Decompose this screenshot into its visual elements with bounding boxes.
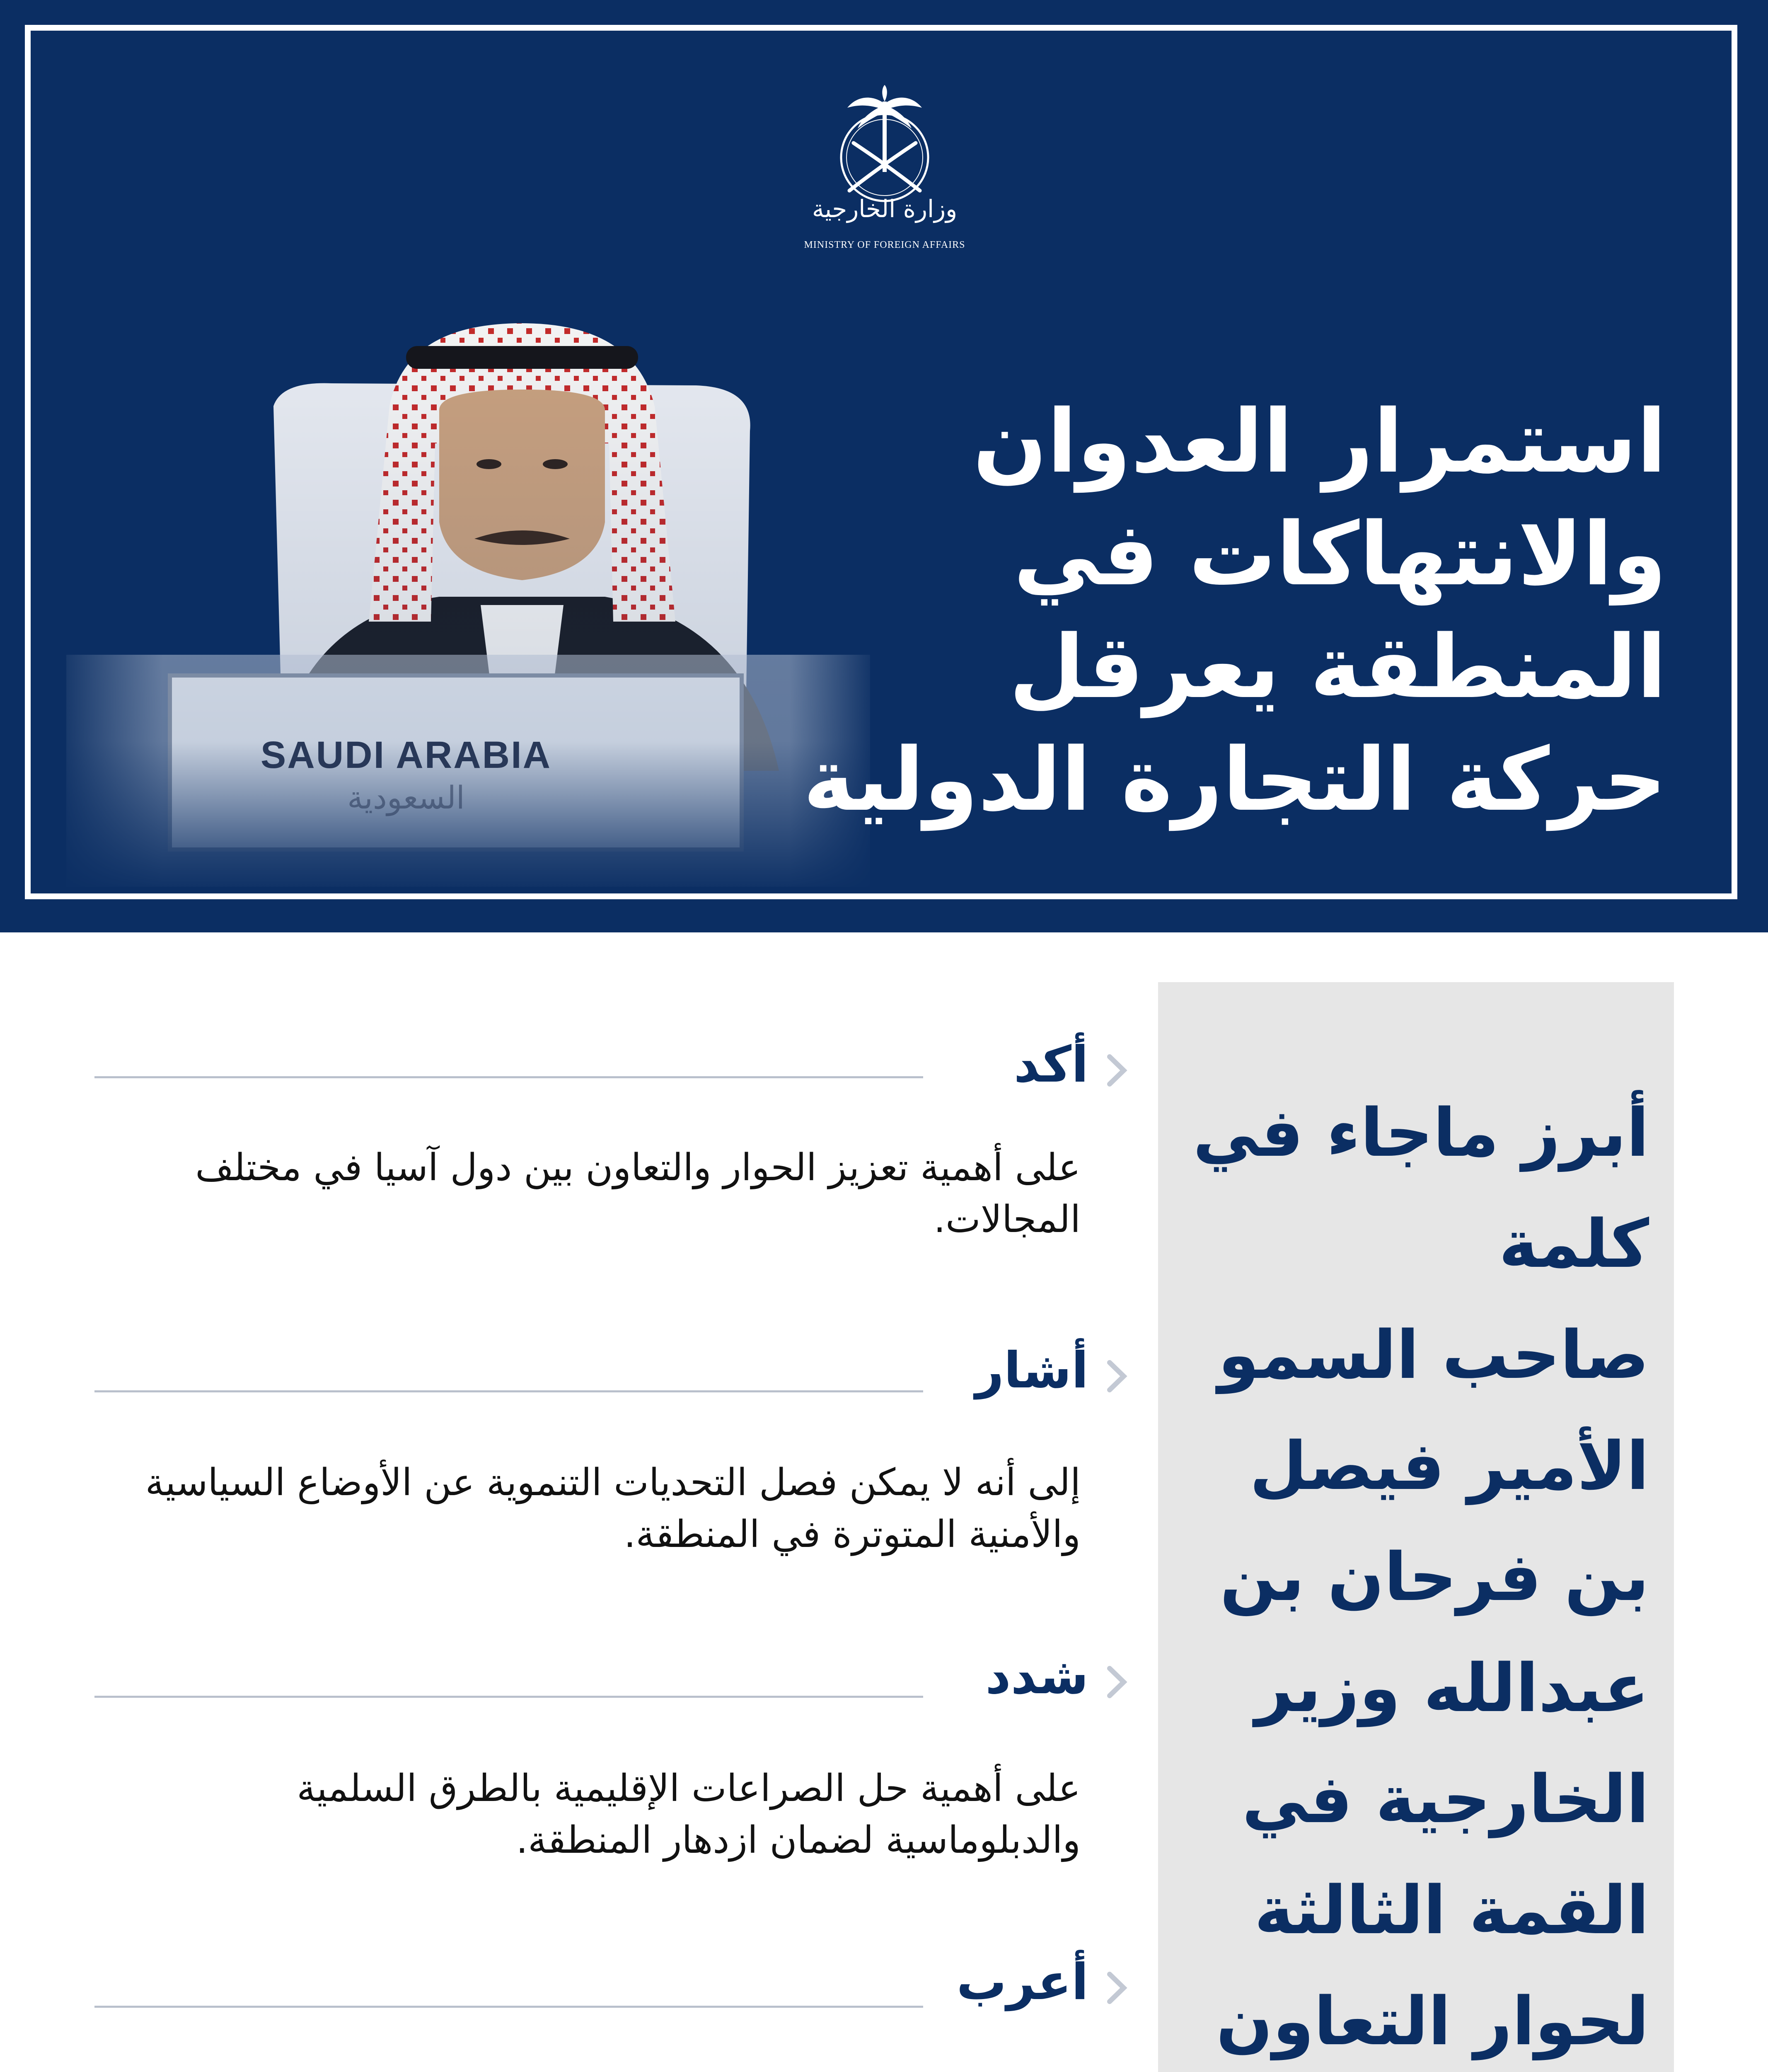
item-body xyxy=(94,2070,1081,2072)
summary-line: أبرز ماجاء في xyxy=(1193,1094,1649,1172)
chevron-right-icon xyxy=(1102,1663,1131,1701)
item-heading: أعرب xyxy=(956,1953,1088,2011)
item-heading: شدد xyxy=(985,1648,1088,1705)
headline xyxy=(803,385,1666,836)
ministry-logo-text-ar: وزارة الخارجية xyxy=(812,195,958,223)
item-body: إلى أنه لا يمكن فصل التحديات التنموية عن الأوضاع السياسية والأمنية المتوترة في المنطقة. xyxy=(145,1461,1081,1556)
chevron-right-icon xyxy=(1102,1052,1131,1089)
item-body: على أهمية تعزيز الحوار والتعاون بين دول آسيا في مختلف المجالات. xyxy=(195,1146,1081,1241)
headline-line: المنطقة يعرقل xyxy=(1009,616,1666,718)
headline-line: حركة التجارة الدولية xyxy=(803,729,1666,830)
divider xyxy=(94,1696,923,1698)
divider xyxy=(94,2006,923,2008)
chevron-right-icon xyxy=(1102,1969,1131,2007)
nameplate-label-en: SAUDI ARABIA xyxy=(260,734,552,776)
summary-line: كلمة xyxy=(1499,1205,1649,1283)
headline-line: والانتهاكات في xyxy=(1013,503,1666,605)
summary-panel-text xyxy=(1185,1077,1649,2072)
chevron-right-icon xyxy=(1102,1358,1131,1395)
summary-line: صاحب السمو xyxy=(1218,1316,1649,1394)
headline-line: استمرار العدوان xyxy=(972,391,1666,492)
header-banner xyxy=(0,0,1768,932)
saudi-emblem-icon xyxy=(820,85,949,213)
item-heading: أشار xyxy=(975,1342,1088,1399)
divider xyxy=(94,1390,923,1392)
summary-line: بن فرحان بن xyxy=(1220,1538,1649,1616)
divider xyxy=(94,1076,923,1078)
summary-line: الأمير فيصل xyxy=(1249,1427,1649,1505)
summary-line: لحوار التعاون xyxy=(1216,1982,1649,2060)
ministry-logo-text-en: MINISTRY OF FOREIGN AFFAIRS xyxy=(804,240,965,250)
summary-line: الخارجية في xyxy=(1242,1760,1649,1838)
nameplate-label-ar: السعودية xyxy=(347,779,465,816)
item-body: على أهمية حل الصراعات الإقليمية بالطرق السلمية والدبلوماسية لضمان ازدهار المنطقة. xyxy=(297,1767,1081,1862)
item-heading: أكد xyxy=(1013,1036,1088,1094)
summary-line: عبدالله وزير xyxy=(1255,1649,1649,1727)
summary-line: القمة الثالثة xyxy=(1254,1871,1649,1949)
